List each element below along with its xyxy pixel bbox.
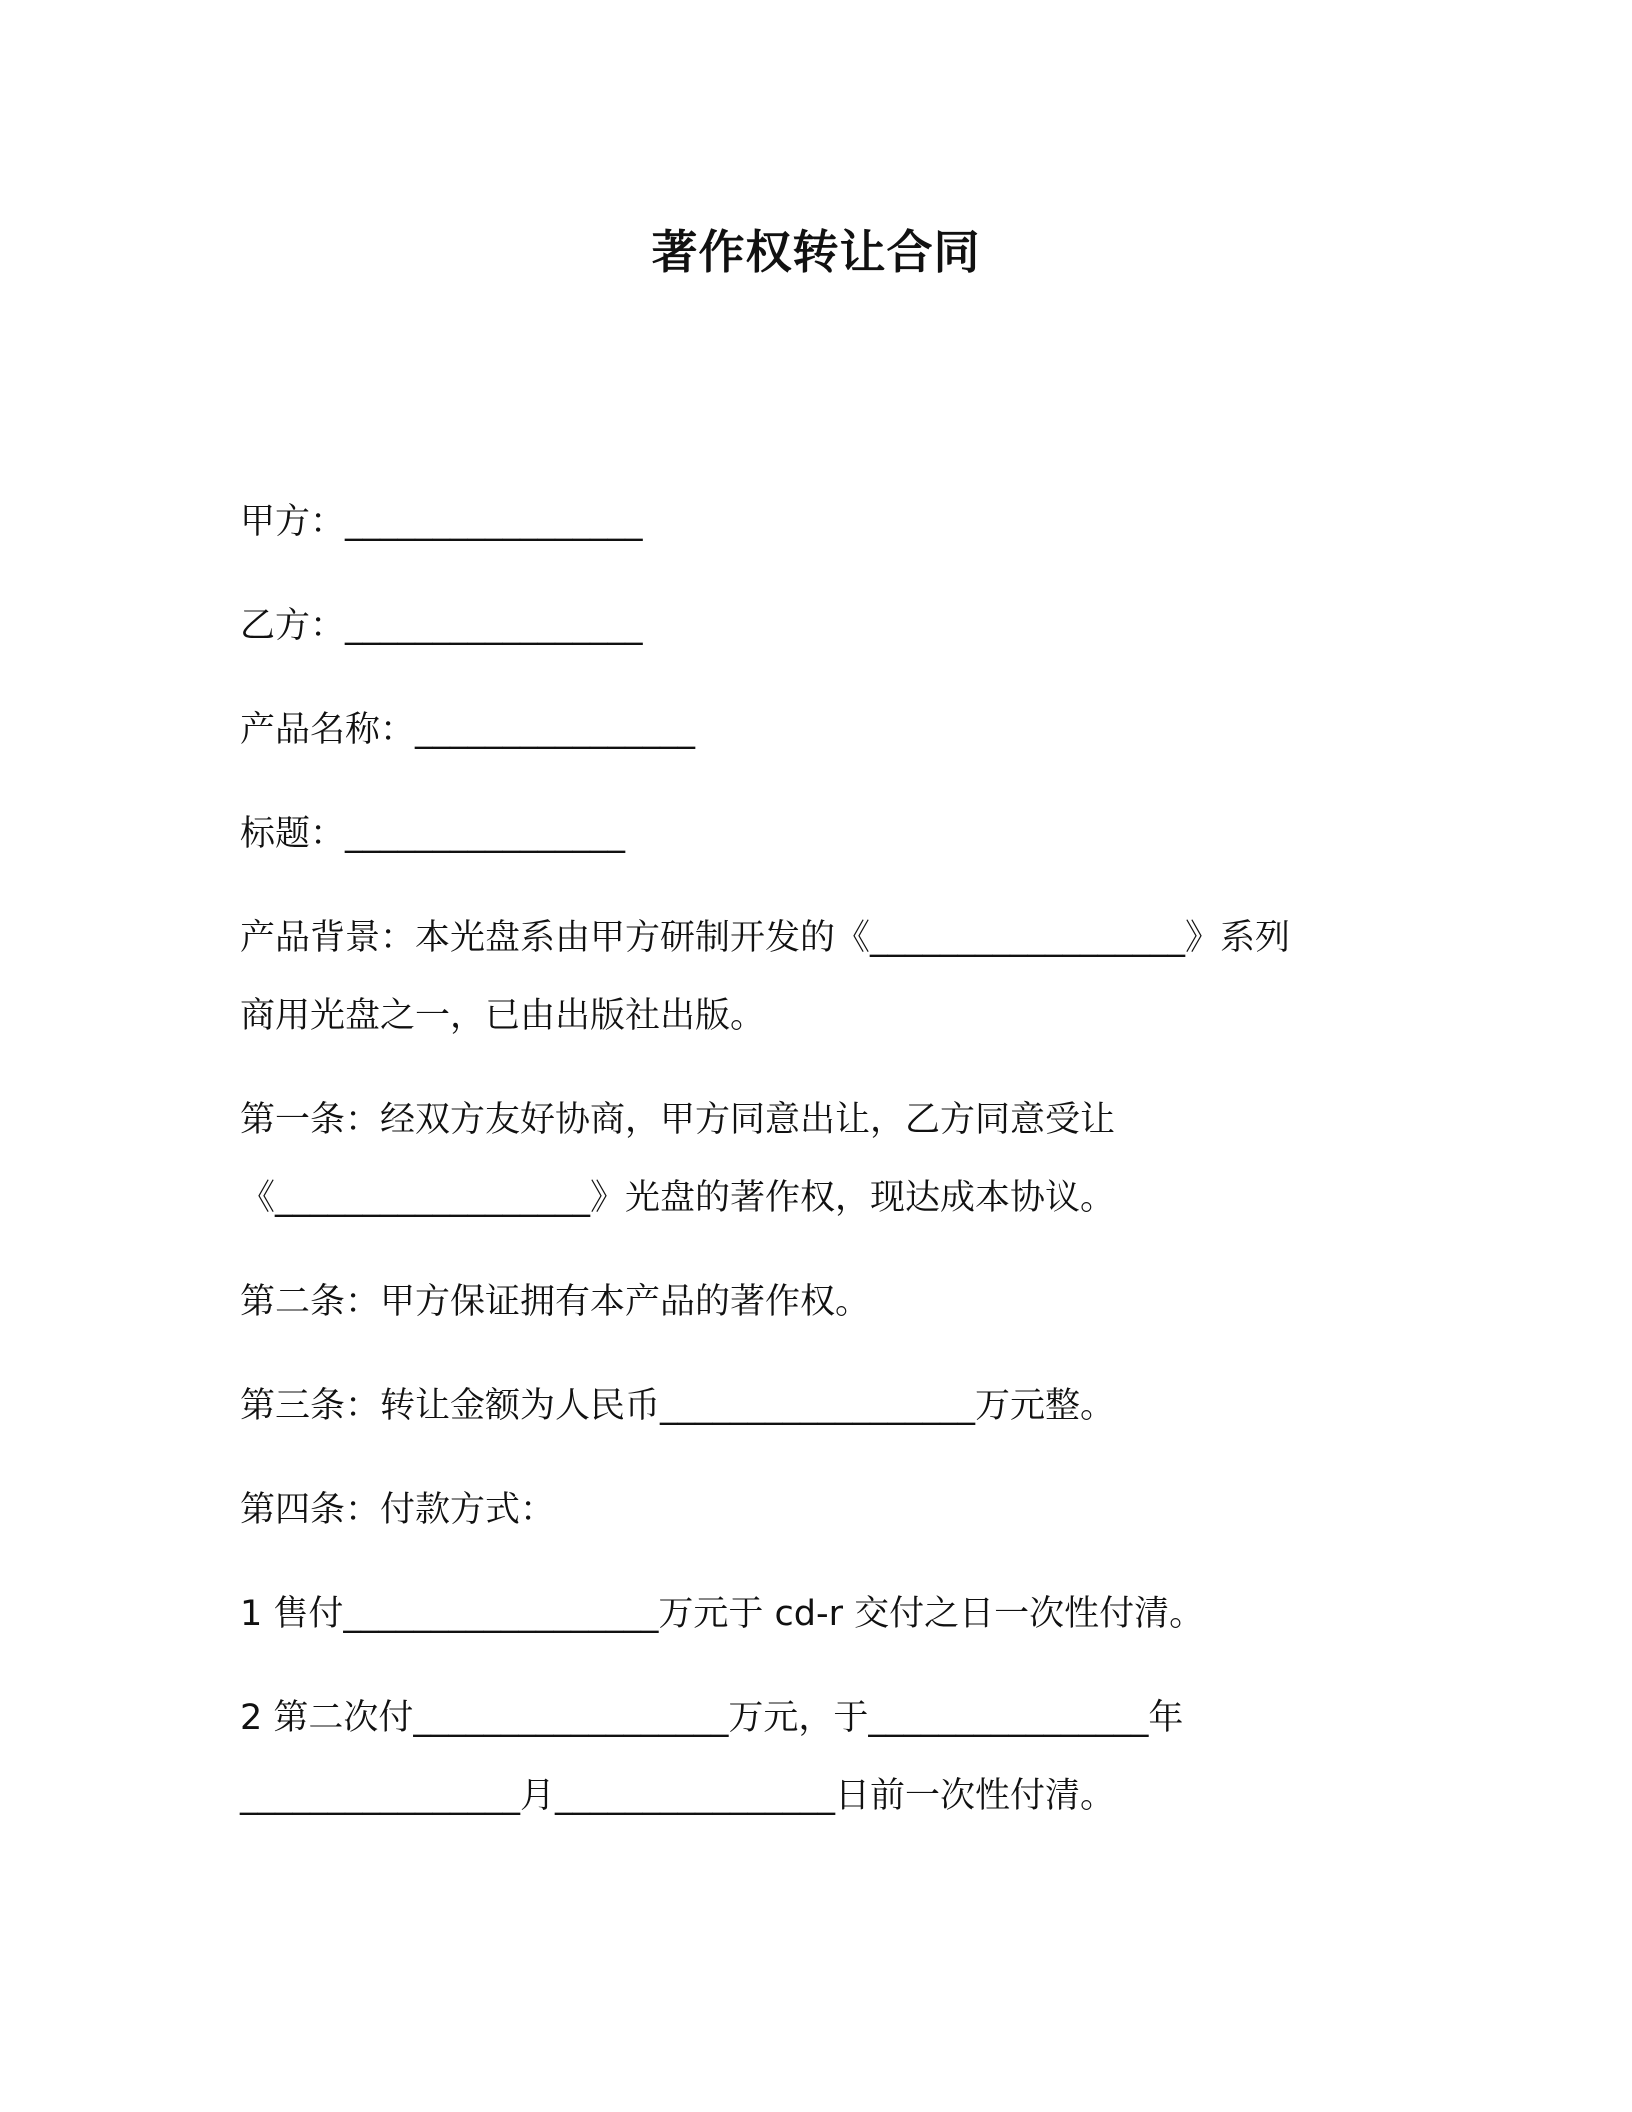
heading-line: 标题：________________ (240, 814, 626, 854)
party-b-line: 乙方：_________________ (240, 606, 643, 646)
product-name-line: 产品名称：________________ (240, 710, 696, 750)
product-background-line: 商用光盘之一，已由出版社出版。 (240, 996, 766, 1036)
payment-item-2-line: 2 第二次付__________________万元，于________________年 (240, 1698, 1184, 1738)
article-1 (240, 1081, 1400, 1237)
party-a-line: 甲方：_________________ (240, 502, 643, 542)
article-2: 第二条：甲方保证拥有本产品的著作权。 (240, 1282, 871, 1322)
payment-item-2 (240, 1679, 1400, 1835)
article-4: 第四条：付款方式： (240, 1490, 556, 1530)
payment-item-2-line: ________________月________________日前一次性付清。 (240, 1776, 1116, 1816)
document-title: 著作权转让合同 (651, 225, 981, 279)
payment-item-1: 1 售付__________________万元于 cd-r 交付之日一次性付清。 (240, 1594, 1205, 1634)
article-1-line: 《__________________》光盘的著作权，现达成本协议。 (240, 1178, 1116, 1218)
product-background-line: 产品背景：本光盘系由甲方研制开发的《__________________》系列 (240, 918, 1291, 958)
product-background (240, 899, 1400, 1055)
document-body (240, 496, 1400, 1874)
article-3: 第三条：转让金额为人民币__________________万元整。 (240, 1386, 1116, 1426)
article-1-line: 第一条：经双方友好协商，甲方同意出让，乙方同意受让 (240, 1100, 1116, 1140)
